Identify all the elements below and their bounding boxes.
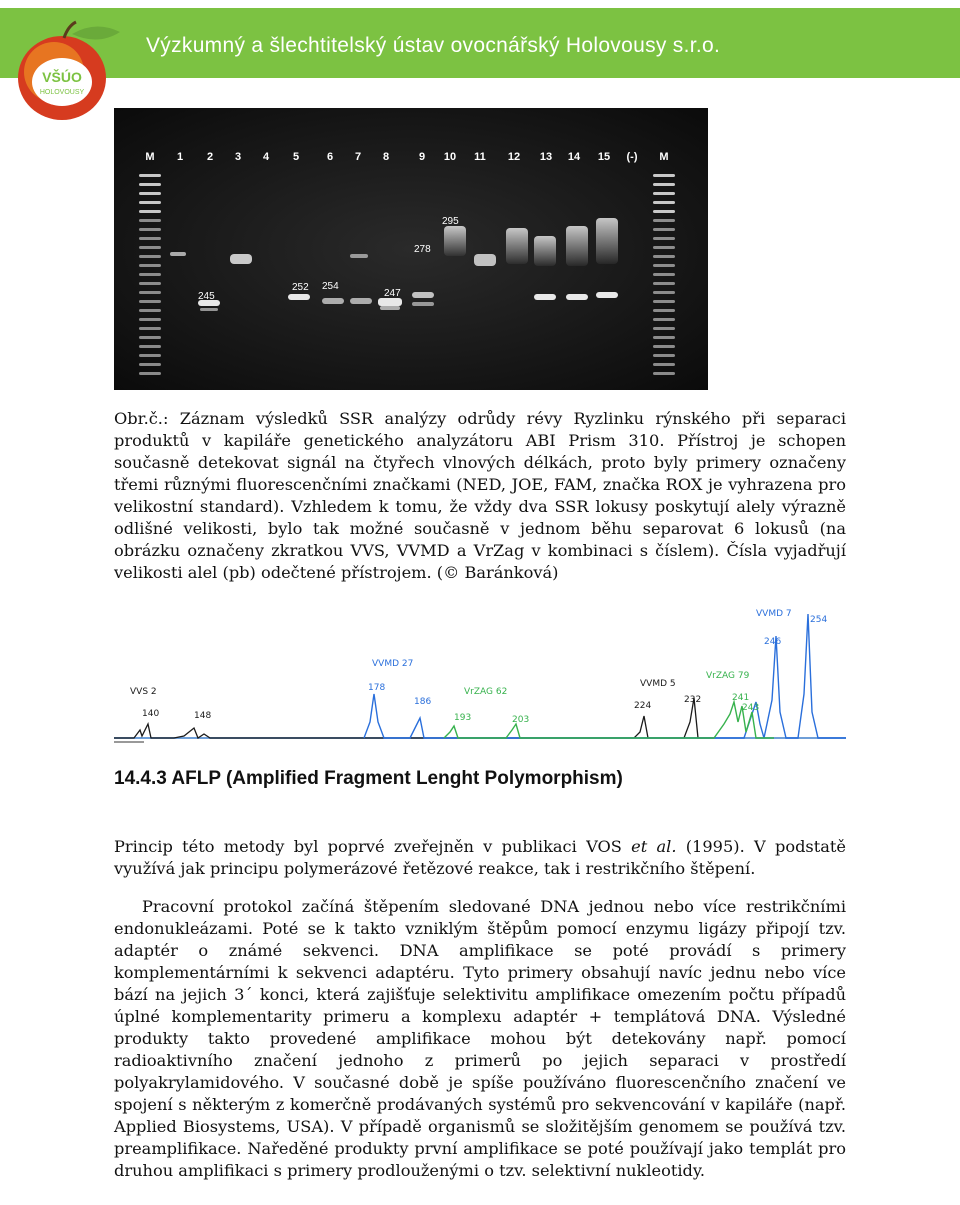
caption-prefix: Obr.č.: [114,409,169,428]
ladder-band [653,246,675,249]
paragraph-emphasis: et al. [631,837,677,856]
ladder-band [653,192,675,195]
paragraph-protocol: Pracovní protokol začíná štěpením sledované DNA jednou nebo více restrikčními endonukleázami. Poté se k takto vzniklým štěpům pomocí enzymu ligázy připojí tzv. adaptér o známé sekvenci. DNA amplifikace se poté provádí s primery komplementárními k sekvenci adaptéru. Tyto primery obsahují navíc jednu nebo více bází na jejich 3´ konci, která zajišťuje selektivitu amplifikace omezením počtu případů úplné komplementarity primeru a komplexu adaptér + templátová DNA. Výsledné produkty takto provedené amplifikace mohou být detekovány např. pomocí radioaktivního značení jednoho z primerů po jejich separaci v prostředí polyakrylamidového. V současné době je spíše používáno fluorescenčního značení ve spojení s některým z komerčně prodávaných systémů pro sekvencování v kapiláře (např. Applied Biosystems, USA). V případě organismů se složitějším genomem se používá tzv. preamplifikace. Naředěné produkty první amplifikace se poté používají jako templát pro druhou amplifikaci s primery prodlouženými o tzv. selektivní nukleotidy. [114,897,846,1180]
ladder-band [139,237,161,240]
section-heading: 14.4.3 AFLP (Amplified Fragment Lenght Polymorphism) [114,768,623,789]
lane-label: 8 [382,151,390,163]
ladder-band [139,327,161,330]
ladder-band [653,183,675,186]
ladder-band [139,201,161,204]
ladder-band [653,345,675,348]
lane-label: 15 [597,151,611,163]
ladder-band [653,318,675,321]
peak-label: 254 [810,615,828,625]
ladder-band [653,228,675,231]
lane-label: 5 [292,151,300,163]
lane-label: 9 [418,151,426,163]
ladder-band [139,300,161,303]
peak-label: 193 [454,713,472,723]
ladder-band [139,363,161,366]
ladder-band [139,228,161,231]
peak-label: 243 [742,703,760,713]
lane-label: M [659,151,669,163]
peak-label: 148 [194,711,212,721]
logo-subtext: HOLOVOUSY [39,89,85,96]
ladder-band [653,327,675,330]
ladder-band [139,210,161,213]
locus-label: VVMD 5 [640,679,676,689]
lane-label: 3 [234,151,242,163]
ladder-band [139,354,161,357]
peak-label: 140 [142,709,160,719]
ladder-band [653,201,675,204]
lane-label: 4 [262,151,270,163]
ladder-band [653,309,675,312]
ladder-band [653,219,675,222]
ladder-band [139,174,161,177]
ladder-band [139,219,161,222]
ladder-band [139,291,161,294]
ladder-band [653,273,675,276]
lane-label: 7 [354,151,362,163]
band-label: 254 [322,281,339,292]
ladder-band [139,246,161,249]
ladder-band [653,210,675,213]
ladder-band [653,336,675,339]
ladder-band [653,354,675,357]
ladder-band [139,273,161,276]
band-label: 245 [198,291,215,302]
locus-label: VrZAG 79 [706,671,750,681]
caption-text: Záznam výsledků SSR analýzy odrůdy révy Ryzlinku rýnského při separaci produktů v kapiláře genetického analyzátoru ABI Prism 310. Přístroj je schopen současně detekovat signál na čtyřech vlnových délkách, proto byly primery označeny třemi různými fluorescenčními značkami (NED, JOE, FAM, značka ROX je vyhrazena pro velikostní standard). Vzhledem k tomu, že vždy dva SSR lokusy poskytují alely výrazně odlišné velikosti, bylo tak možné současně v jednom běhu separovat 6 lokusů (na obrázku označeny zkratkou VVS, VVMD a VrZag v kombinaci s číslem). Čísla vyjadřují velikosti alel (pb) odečtené přístrojem. (© Baránková) [114,409,846,582]
locus-label: VVMD 27 [372,659,414,669]
locus-label: VVS 2 [130,687,157,697]
lane-label: 6 [326,151,334,163]
logo-text: VŠÚO [42,69,82,85]
lane-label: 12 [507,151,521,163]
peak-label: 224 [634,701,652,711]
lane-label: M [145,151,155,163]
peak-label: 232 [684,695,702,705]
ladder-band [653,174,675,177]
lane-label: (-) [626,151,638,163]
peak-label: 246 [764,637,782,647]
apple-logo [10,20,122,124]
lane-label: 10 [443,151,457,163]
lane-label: 2 [206,151,214,163]
lane-label: 14 [567,151,581,163]
ladder-band [653,291,675,294]
band-label: 295 [442,216,459,227]
ladder-band [139,192,161,195]
ladder-band [139,183,161,186]
figure-caption [114,408,846,584]
lane-label: 13 [539,151,553,163]
institute-title: Výzkumný a šlechtitelský ústav ovocnářský Holovousy s.r.o. [146,34,721,57]
electropherogram [114,602,846,746]
gel-image [114,108,708,390]
ladder-band [139,264,161,267]
paragraph-text: Princip této metody byl poprvé zveřejněn v publikaci VOS [114,837,632,856]
peak-label: 241 [732,693,750,703]
peak-label: 178 [368,683,386,693]
paragraph-text: (1995). V podstatě využívá jak principu polymerázové řetězové reakce, tak i restrikčního štěpení. [114,837,846,878]
peak-label: 186 [414,697,432,707]
ladder-band [139,255,161,258]
band-label: 252 [292,282,309,293]
ladder-band [653,237,675,240]
band-label: 247 [384,288,401,299]
lane-label: 1 [176,151,184,163]
ladder-band [139,282,161,285]
paragraph-intro [114,836,846,880]
band-label: 278 [414,244,431,255]
ladder-band [139,318,161,321]
ladder-band [653,282,675,285]
locus-label: VVMD 7 [756,609,792,619]
ladder-band [653,300,675,303]
ladder-band [653,264,675,267]
locus-label: VrZAG 62 [464,687,508,697]
ladder-band [653,372,675,375]
peak-label: 203 [512,715,530,725]
ladder-band [139,345,161,348]
ladder-band [653,363,675,366]
lane-label: 11 [474,151,486,163]
ladder-band [139,372,161,375]
ladder-band [653,255,675,258]
ladder-band [139,336,161,339]
ladder-band [139,309,161,312]
